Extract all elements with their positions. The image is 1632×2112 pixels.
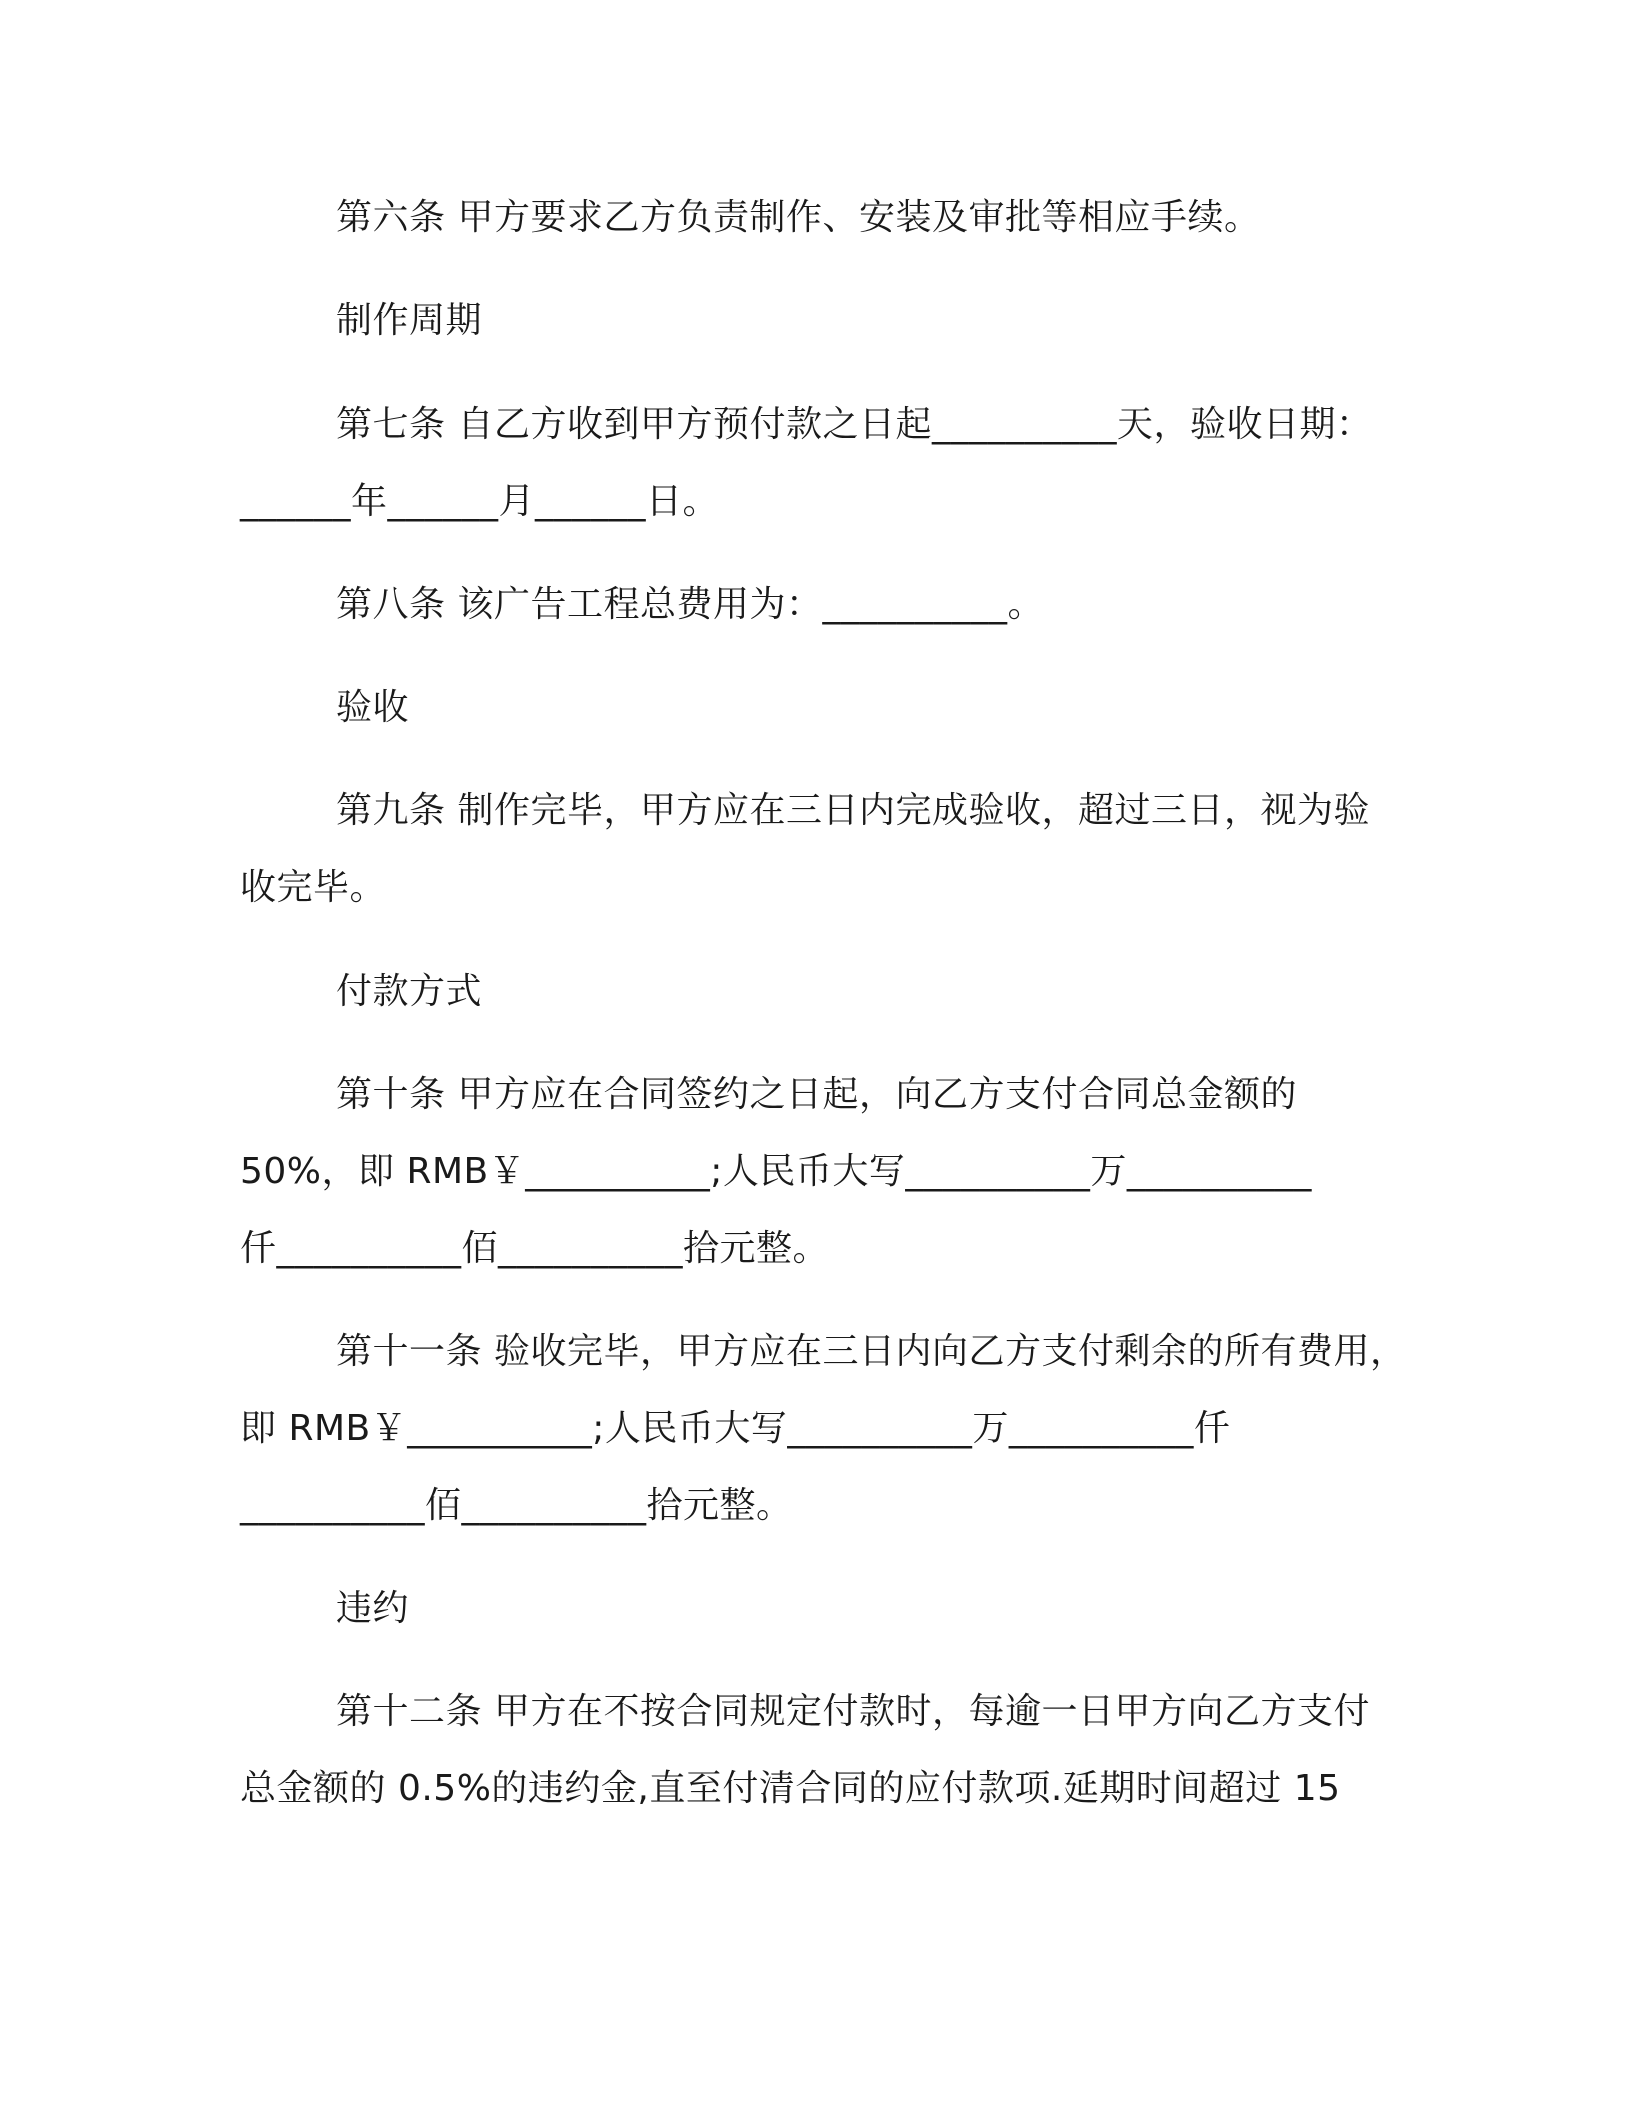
clause-11-line-1: 第十一条 验收完毕，甲方应在三日内向乙方支付剩余的所有费用，: [336, 1331, 1407, 1372]
clause-9-line-1: 第九条 制作完毕，甲方应在三日内完成验收，超过三日，视为验: [336, 790, 1370, 831]
clause-8: 第八条 该广告工程总费用为：__________。: [336, 584, 1044, 625]
clause-10-line-1: 第十条 甲方应在合同签约之日起，向乙方支付合同总金额的: [336, 1074, 1297, 1115]
clause-12-line-1: 第十二条 甲方在不按合同规定付款时，每逾一日甲方向乙方支付: [336, 1691, 1370, 1732]
clause-7-line-1: 第七条 自乙方收到甲方预付款之日起__________天，验收日期：: [336, 404, 1373, 445]
clause-11-line-3: __________佰__________拾元整。: [240, 1485, 793, 1526]
clause-10-line-2: 50%，即 RMB￥__________;人民币大写__________万__________: [240, 1151, 1312, 1192]
clause-11-line-2: 即 RMB￥__________;人民币大写__________万__________仟: [240, 1408, 1231, 1449]
clause-7-line-2: ______年______月______日。: [240, 481, 720, 522]
clause-10-line-3: 仟__________佰__________拾元整。: [240, 1228, 830, 1269]
heading-breach: 违约: [336, 1588, 410, 1629]
clause-6: 第六条 甲方要求乙方负责制作、安装及审批等相应手续。: [336, 197, 1261, 238]
heading-acceptance: 验收: [336, 687, 410, 728]
clause-9-line-2: 收完毕。: [240, 867, 387, 908]
heading-production-period: 制作周期: [336, 300, 483, 341]
heading-payment-method: 付款方式: [336, 971, 483, 1012]
clause-12-line-2: 总金额的 0.5%的违约金,直至付清合同的应付款项.延期时间超过 15: [240, 1768, 1341, 1809]
